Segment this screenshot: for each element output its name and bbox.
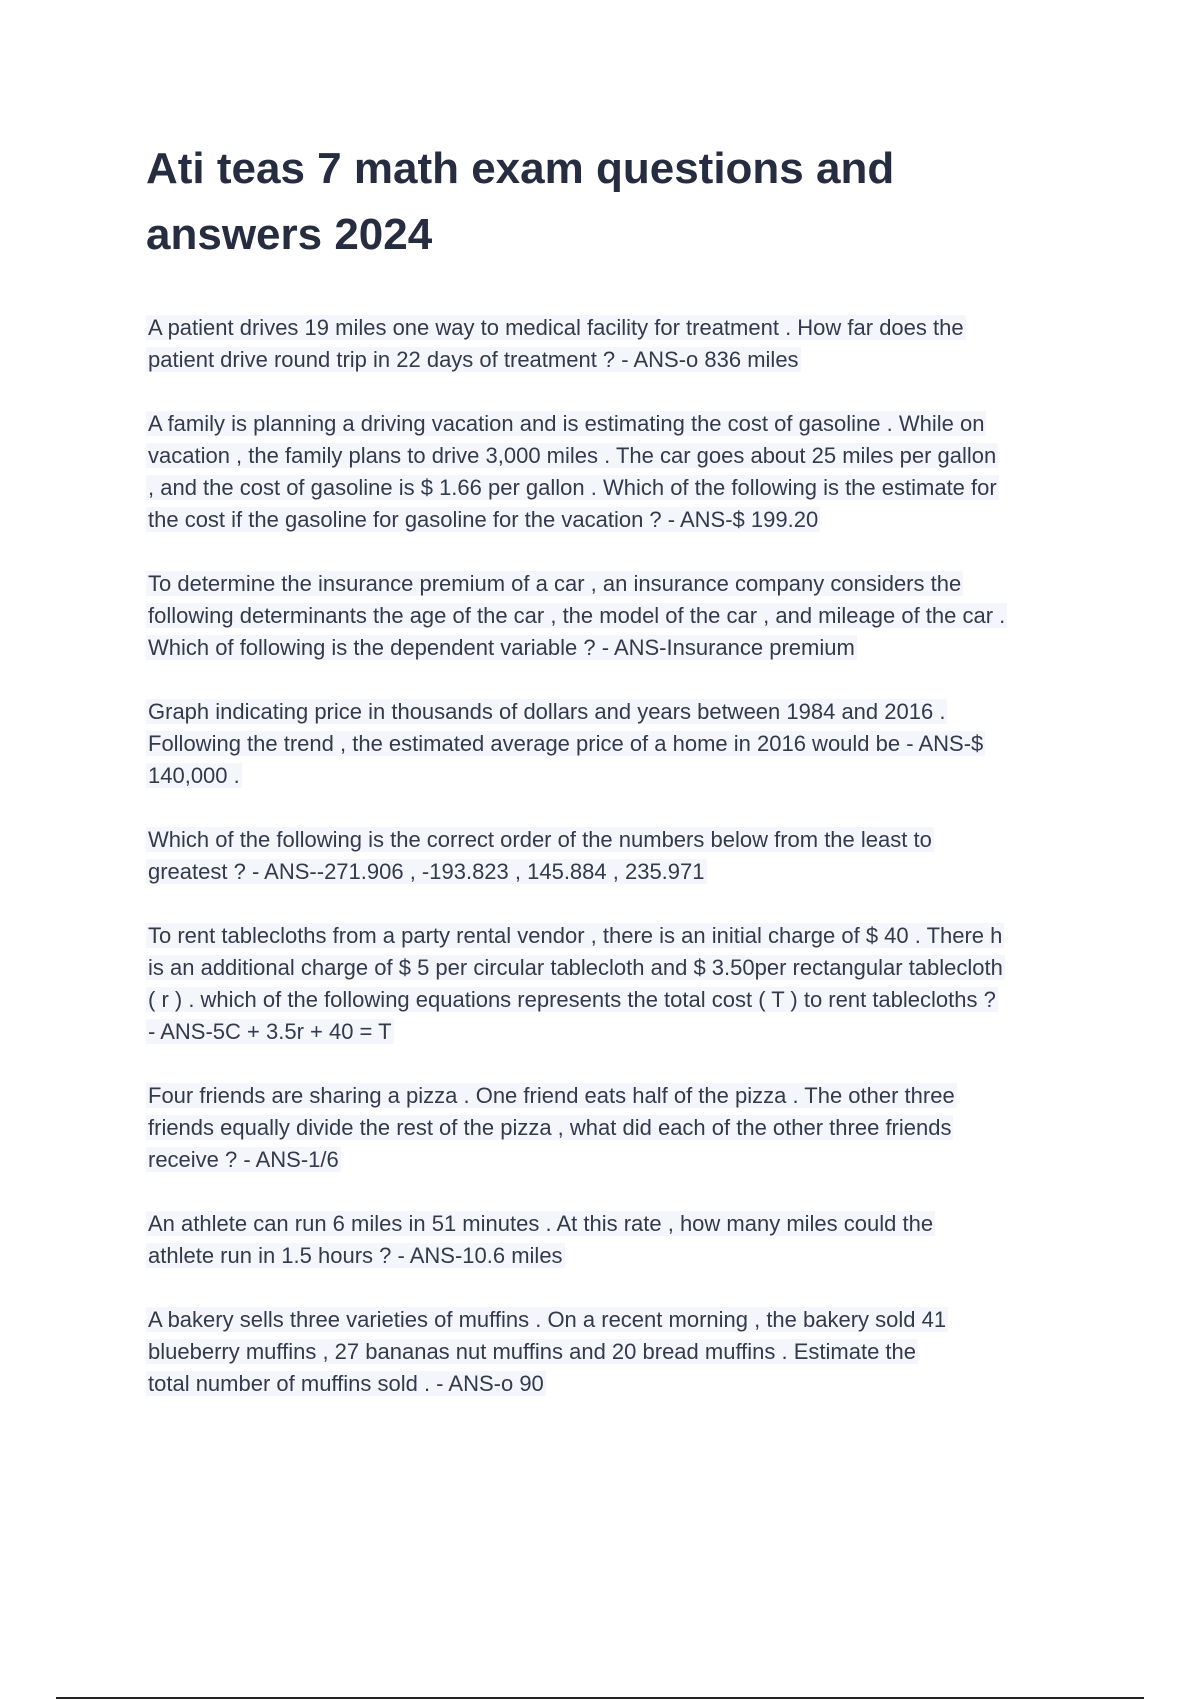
qa-item bbox=[146, 1080, 1096, 1176]
qa-line: 140,000 . bbox=[148, 763, 240, 788]
qa-item bbox=[146, 696, 1096, 792]
qa-line: receive ? - ANS-1/6 bbox=[148, 1147, 339, 1172]
qa-line: A patient drives 19 miles one way to medical facility for treatment . How far does the bbox=[148, 315, 964, 340]
qa-item bbox=[146, 920, 1096, 1048]
qa-line: , and the cost of gasoline is $ 1.66 per gallon . Which of the following is the estimate for bbox=[148, 475, 997, 500]
qa-line: An athlete can run 6 miles in 51 minutes . At this rate , how many miles could the bbox=[148, 1211, 934, 1236]
qa-line: athlete run in 1.5 hours ? - ANS-10.6 miles bbox=[148, 1243, 563, 1268]
qa-line: - ANS-5C + 3.5r + 40 = T bbox=[148, 1019, 392, 1044]
qa-item bbox=[146, 568, 1096, 664]
qa-line: is an additional charge of $ 5 per circular tablecloth and $ 3.50per rectangular tablecloth bbox=[148, 955, 1003, 980]
qa-line: patient drive round trip in 22 days of treatment ? - ANS-o 836 miles bbox=[148, 347, 799, 372]
qa-line: vacation , the family plans to drive 3,000 miles . The car goes about 25 miles per gallon bbox=[148, 443, 997, 468]
qa-item bbox=[146, 408, 1096, 536]
qa-line: ( r ) . which of the following equations represents the total cost ( T ) to rent tablecloths ? bbox=[148, 987, 996, 1012]
qa-item bbox=[146, 824, 1096, 888]
qa-list bbox=[146, 312, 1096, 1432]
qa-line: To rent tablecloths from a party rental vendor , there is an initial charge of $ 40 . There h bbox=[148, 923, 1003, 948]
qa-line: friends equally divide the rest of the pizza , what did each of the other three friends bbox=[148, 1115, 952, 1140]
qa-line: Four friends are sharing a pizza . One friend eats half of the pizza . The other three bbox=[148, 1083, 955, 1108]
qa-item bbox=[146, 1304, 1096, 1400]
page-title: Ati teas 7 math exam questions and answers 2024 bbox=[146, 144, 895, 259]
qa-line: the cost if the gasoline for gasoline for the vacation ? - ANS-$ 199.20 bbox=[148, 507, 819, 532]
qa-line: A family is planning a driving vacation and is estimating the cost of gasoline . While on bbox=[148, 411, 985, 436]
qa-line: total number of muffins sold . - ANS-o 90 bbox=[148, 1371, 544, 1396]
qa-line: Which of the following is the correct order of the numbers below from the least to bbox=[148, 827, 932, 852]
qa-line: blueberry muffins , 27 bananas nut muffins and 20 bread muffins . Estimate the bbox=[148, 1339, 917, 1364]
qa-item bbox=[146, 312, 1096, 376]
qa-line: A bakery sells three varieties of muffins . On a recent morning , the bakery sold 41 bbox=[148, 1307, 947, 1332]
qa-line: following determinants the age of the car , the model of the car , and mileage of the car . bbox=[148, 603, 1006, 628]
qa-item bbox=[146, 1208, 1096, 1272]
qa-line: Which of following is the dependent variable ? - ANS-Insurance premium bbox=[148, 635, 855, 660]
qa-line: Graph indicating price in thousands of dollars and years between 1984 and 2016 . bbox=[148, 699, 946, 724]
qa-line: greatest ? - ANS--271.906 , -193.823 , 145.884 , 235.971 bbox=[148, 859, 705, 884]
qa-line: Following the trend , the estimated average price of a home in 2016 would be - ANS-$ bbox=[148, 731, 984, 756]
qa-line: To determine the insurance premium of a car , an insurance company considers the bbox=[148, 571, 962, 596]
footer-divider bbox=[56, 1697, 1144, 1699]
